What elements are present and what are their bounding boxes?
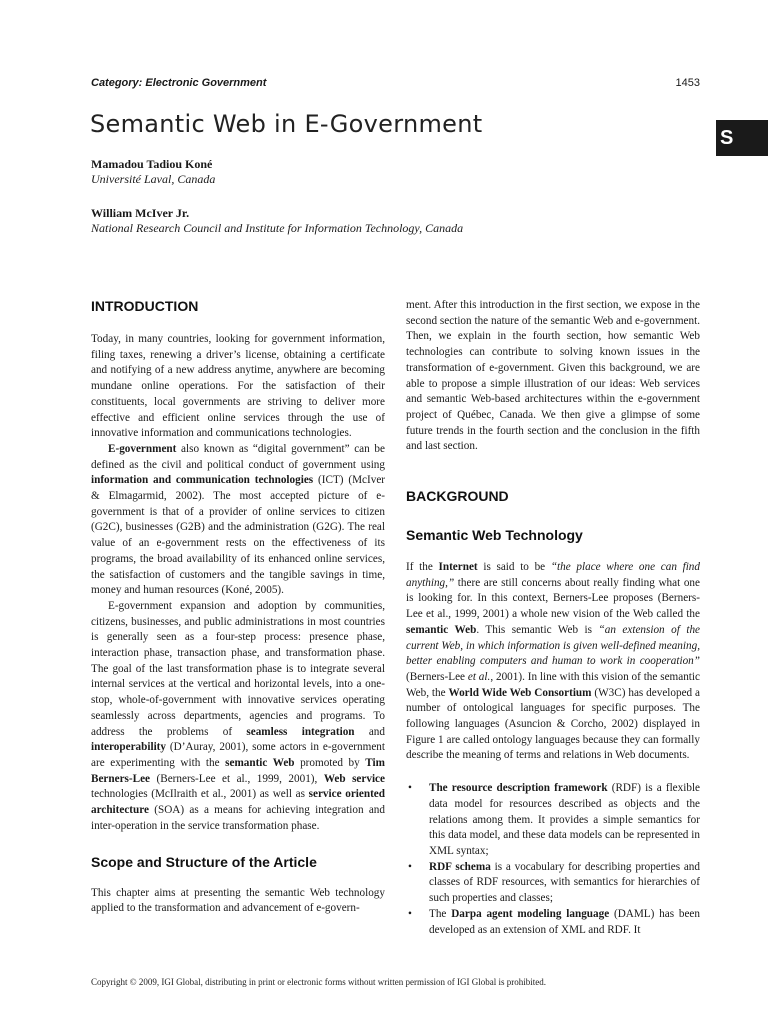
intro-paragraph-3: E-government expansion and adoption by communities, citizens, businesses, and public administrations in most countries is generally seen as a four-step process: presence phase, interaction phase, transaction phase, and transformation phase. The goal of the last transformation phase is to integrate several internal services at the vertical and horizontal levels, into a one-stop, whole-of-government with innovative services operating seamlessly across departments, agencies and programs. To address the problems of seamless integration and interoperability (D’Auray, 2001), some actors in e-government are experimenting with the semantic Web promoted by Tim Berners-Lee (Berners-Lee et al., 1999, 2001), Web service technologies (McIlraith et al., 2001) as well as service oriented architecture (SOA) as a means for achieving integration and inter-operation in the service transformation phase. — [91, 599, 385, 832]
bold-term: E-government — [108, 442, 177, 455]
section-heading-background: BACKGROUND — [406, 488, 509, 505]
author-name: Mamadou Tadiou Koné — [91, 157, 213, 171]
article-title: Semantic Web in E-Government — [90, 110, 483, 138]
bold-term: World Wide Web Consortium — [448, 686, 592, 699]
bold-term: The resource description framework — [429, 782, 608, 795]
intro-paragraph-2: E-government also known as “digital government” can be defined as the civil and political conduct of government using information and communication technologies (ICT) (McIver & Elmagarmid, 2002). The most accepted picture of e-government is that of a provider of online services to citizen (G2C), businesses (G2B) and the administration (G2G). The real value of an e-government rests on the effectiveness of its programs, the broad availability of its enhanced online services, the satisfaction of customers and the tangible savings in time, money and human resources (Koné, 2005). — [91, 442, 386, 597]
italic-quote: “the place where one can find anything,” — [406, 561, 700, 589]
bold-term: RDF schema — [429, 860, 491, 873]
section-heading-introduction: INTRODUCTION — [91, 298, 199, 314]
bold-term: interoperability — [91, 741, 166, 754]
bold-term: seamless integration — [246, 725, 355, 738]
scope-paragraph-start: This chapter aims at presenting the semantic Web technology applied to the transformation and advancement of e-govern- — [91, 886, 385, 915]
bold-term: semantic Web — [406, 623, 477, 636]
bold-term: Darpa agent modeling language — [451, 907, 610, 920]
author-block-1 — [91, 157, 215, 187]
bold-term: Tim Berners-Lee — [91, 756, 385, 785]
bold-term: Internet — [438, 561, 478, 574]
running-header-category: Category: Electronic Government — [91, 77, 267, 89]
right-column — [406, 298, 700, 938]
intro-paragraph-1: Today, in many countries, looking for government information, filing taxes, renewing a driver’s license, obtaining a certificate and notifying of a new address anytime, anywhere are becoming mundane online operations. For the satisfaction of their constituents, local governments are striving to deliver more effective and efficient online services through the use of innovative information and communications technologies. — [91, 333, 385, 440]
scope-paragraph-continued: ment. After this introduction in the first section, we expose in the second section the nature of the semantic Web and e-government. Then, we explain in the fourth section, how semantic Web technologies can contribute to solving known issues in the transformation of e-government. Given this background, we are able to propose a simple illustration of our ideas: Web services and semantic Web-based architectures within the e-government project of Québec, Canada. We then give a glimpse of some future trends in the fourth section and the conclusion in the fifth and last section. — [406, 299, 700, 453]
bold-term: information and communication technologies — [91, 474, 314, 487]
copyright-footer: Copyright © 2009, IGI Global, distributing in print or electronic forms without written permission of IGI Global is prohibited. — [91, 977, 547, 987]
author-block-2 — [91, 206, 463, 236]
left-column — [91, 298, 385, 917]
subsection-heading-semantic-web: Semantic Web Technology — [406, 527, 583, 544]
author-name: William McIver Jr. — [91, 206, 190, 220]
bold-term: service oriented architecture — [91, 788, 385, 817]
author-affiliation: Université Laval, Canada — [91, 172, 216, 186]
section-letter-tab: S — [716, 120, 768, 156]
list-item: • RDF schema is a vocabulary for describing properties and classes of RDF resources, with semantics for hierarchies of such properties and classes; — [406, 860, 700, 907]
italic-text: et al. — [467, 670, 491, 683]
bold-term: Web service — [323, 772, 385, 785]
page-number: 1453 — [675, 77, 700, 89]
background-paragraph-1: If the Internet is said to be “the place where one can find anything,” there are still concerns about really finding what one is looking for. In this context, Berners-Lee proposes (Berners-Lee et al., 1999, 2001) a whole new vision of the Web called the semantic Web. This semantic Web is “an extension of the current Web, in which information is given well-defined meaning, better enabling computers and human to work in cooperation” (Berners-Lee et al., 2001). In line with this vision of the semantic Web, the World Wide Web Consortium (W3C) has developed a number of ontological languages for specific purposes. The following languages (Asuncion & Corcho, 2002) displayed in Figure 1 are called ontology languages because they can formally describe the meaning of terms and relations in Web documents. — [406, 561, 701, 762]
subsection-heading-scope: Scope and Structure of the Article — [91, 853, 317, 870]
list-item: • The resource description framework (RDF) is a flexible data model for resources described as objects and the relations among them. It provides a simple semantics for this data model, and these data models can be represented in XML syntax; — [406, 781, 700, 860]
bold-term: semantic Web — [225, 756, 295, 769]
ontology-language-list — [406, 781, 700, 938]
list-item: • The Darpa agent modeling language (DAML) has been developed as an extension of XML and RDF. It — [406, 907, 700, 938]
author-affiliation: National Research Council and Institute for Information Technology, Canada — [91, 221, 464, 235]
italic-quote: “an extension of the current Web, in which information is given well-defined meaning, better enabling computers and human to work in cooperation” — [406, 623, 701, 668]
